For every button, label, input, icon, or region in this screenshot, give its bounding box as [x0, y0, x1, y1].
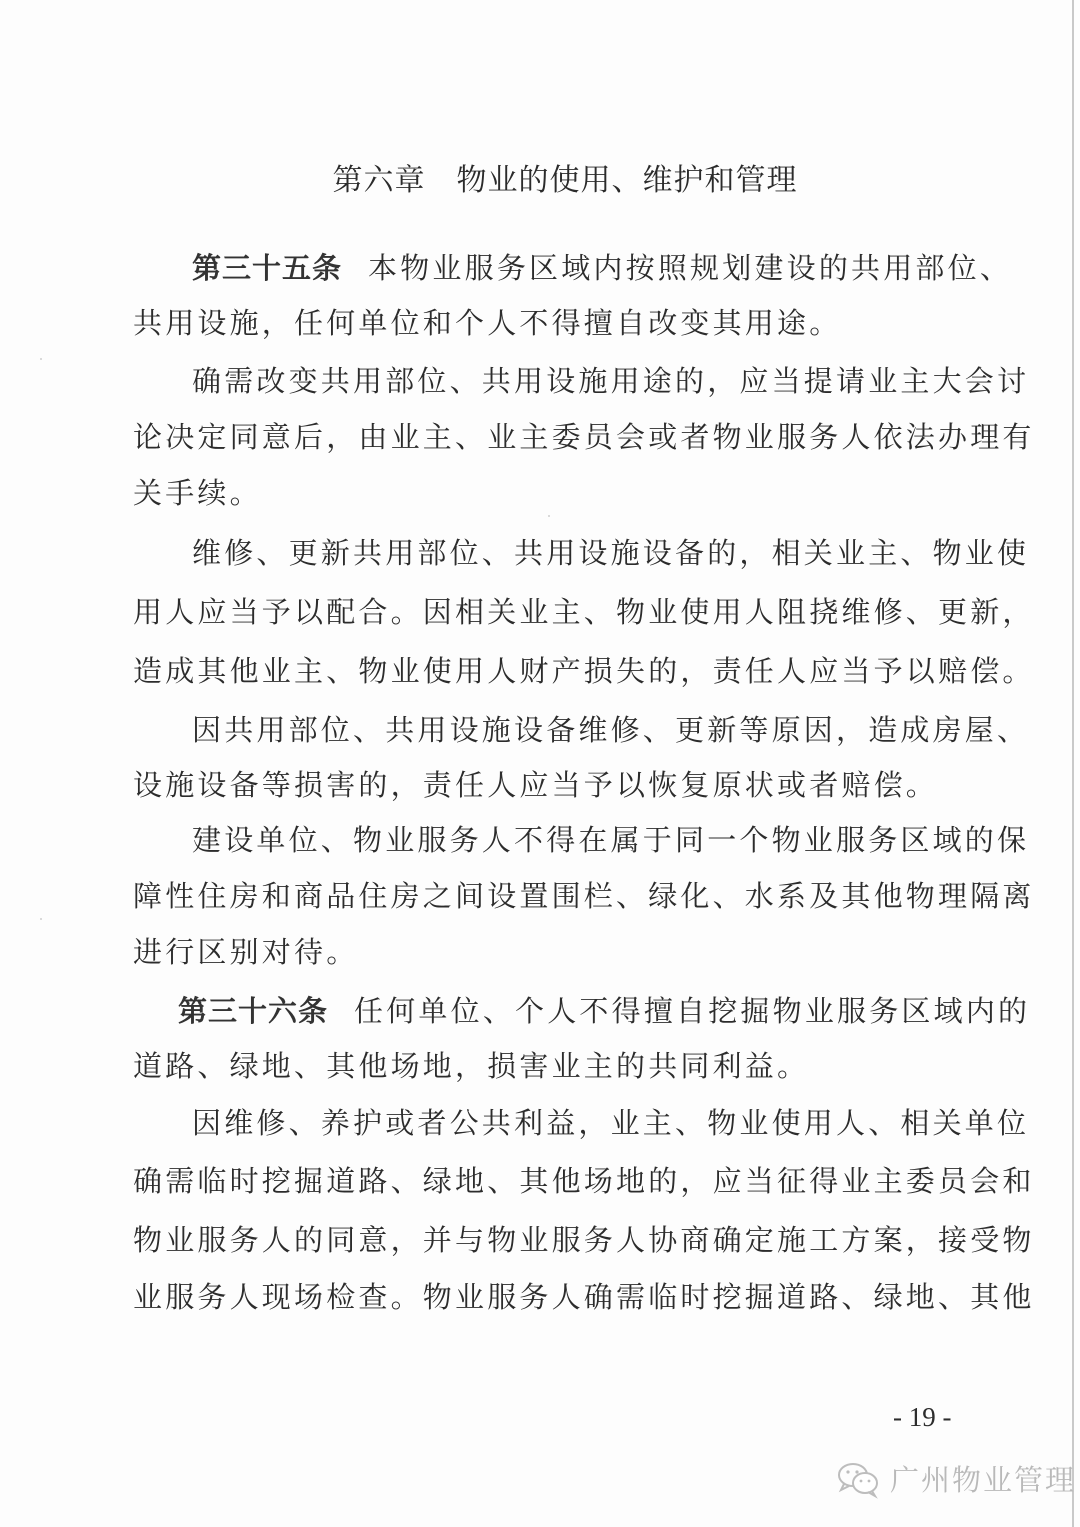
paragraph-line: 障性住房和商品住房之间设置围栏、绿化、水系及其他物理隔离 [133, 879, 1035, 913]
article-number: 第三十六条 [178, 994, 329, 1028]
paragraph-line: 确需改变共用部位、共用设施用途的，应当提请业主大会讨 [192, 364, 1030, 398]
article-number: 第三十五条 [192, 251, 343, 285]
article-35-line-1 [192, 248, 1012, 288]
wechat-icon [836, 1459, 882, 1499]
paragraph-line: 因维修、养护或者公共利益，业主、物业使用人、相关单位 [192, 1106, 1030, 1140]
watermark [836, 1458, 1076, 1499]
chapter-title: 第六章 物业的使用、维护和管理 [332, 163, 798, 198]
paragraph-line: 设施设备等损害的，责任人应当予以恢复原状或者赔偿。 [133, 768, 939, 802]
paragraph-line: 论决定同意后，由业主、业主委员会或者物业服务人依法办理有 [133, 420, 1035, 454]
paragraph-line: 用人应当予以配合。因相关业主、物业使用人阻挠维修、更新， [133, 595, 1035, 629]
paragraph-line: 进行区别对待。 [133, 935, 359, 969]
paragraph-line: 维修、更新共用部位、共用设施设备的，相关业主、物业使 [192, 536, 1030, 570]
paragraph-line: 物业服务人的同意，并与物业服务人协商确定施工方案，接受物 [133, 1223, 1035, 1257]
article-35-line-2: 共用设施，任何单位和个人不得擅自改变其用途。 [133, 306, 842, 340]
paragraph-line: 造成其他业主、物业使用人财产损失的，责任人应当予以赔偿。 [133, 654, 1035, 688]
scan-speck [40, 918, 42, 920]
article-text: 本物业服务区域内按照规划建设的共用部位、 [368, 251, 1013, 285]
watermark-text: 广州物业管理 [890, 1463, 1077, 1497]
paragraph-line: 关手续。 [133, 476, 262, 510]
article-36-line-2: 道路、绿地、其他场地，损害业主的共同利益。 [133, 1049, 810, 1083]
paragraph-line: 建设单位、物业服务人不得在属于同一个物业服务区域的保 [192, 823, 1030, 857]
scan-edge-line [1072, 0, 1074, 1527]
page-number: - 19 - [893, 1402, 952, 1432]
article-text: 任何单位、个人不得擅自挖掘物业服务区域内的 [354, 994, 1031, 1028]
scan-speck [548, 515, 550, 517]
paragraph-line: 因共用部位、共用设施设备维修、更新等原因，造成房屋、 [192, 713, 1030, 747]
paragraph-line: 确需临时挖掘道路、绿地、其他场地的，应当征得业主委员会和 [133, 1164, 1035, 1198]
scan-speck [40, 358, 42, 360]
article-36-line-1 [178, 991, 1031, 1031]
paragraph-line: 业服务人现场检查。物业服务人确需临时挖掘道路、绿地、其他 [133, 1280, 1035, 1314]
